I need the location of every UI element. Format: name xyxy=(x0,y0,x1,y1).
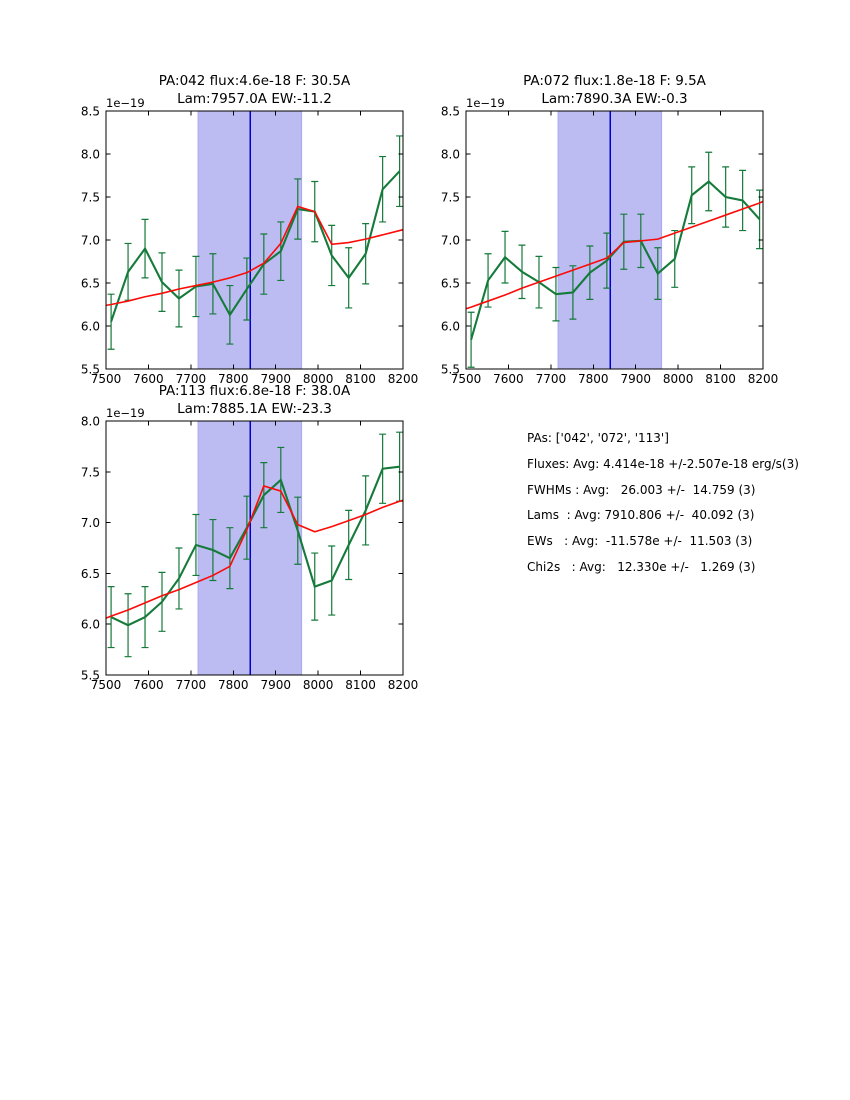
y-tick-label: 7.0 xyxy=(80,233,100,248)
x-tick-label: 7500 xyxy=(90,372,122,386)
x-tick-label: 7600 xyxy=(133,372,164,386)
y-tick-label: 5.5 xyxy=(80,362,100,377)
x-tick-label: 7500 xyxy=(450,372,482,386)
chart-title-line1: PA:113 flux:6.8e-18 F: 38.0A xyxy=(158,383,351,399)
x-tick-label: 8000 xyxy=(302,678,334,692)
y-tick-label: 7.0 xyxy=(80,516,100,531)
y-tick-label: 7.5 xyxy=(440,190,460,205)
stats-panel xyxy=(527,426,799,581)
x-tick-label: 7600 xyxy=(493,372,524,386)
x-tick-label: 7700 xyxy=(535,372,567,386)
x-tick-label: 8100 xyxy=(345,678,376,692)
axis-offset-label: 1e−19 xyxy=(106,96,145,110)
chart-pa-042 xyxy=(81,73,418,386)
chart-title-line2: Lam:7885.1A EW:-23.3 xyxy=(177,401,332,417)
x-tick-label: 8200 xyxy=(387,372,419,386)
x-tick-label: 7900 xyxy=(620,372,651,386)
chart-title-line1: PA:042 flux:4.6e-18 F: 30.5A xyxy=(158,73,351,89)
y-tick-label: 8.5 xyxy=(80,104,100,119)
stats-line-pas: PAs: ['042', '072', '113'] xyxy=(527,431,669,445)
axis-offset-label: 1e−19 xyxy=(106,406,145,420)
y-tick-label: 6.5 xyxy=(80,566,100,581)
y-tick-label: 7.0 xyxy=(440,233,460,248)
x-tick-label: 8200 xyxy=(747,372,779,386)
stats-line-fwhms: FWHMs : Avg: 26.003 +/- 14.759 (3) xyxy=(527,482,756,497)
y-tick-label: 6.0 xyxy=(80,319,100,334)
x-tick-label: 8000 xyxy=(662,372,694,386)
y-tick-label: 8.0 xyxy=(440,147,460,162)
stats-line-ews: EWs : Avg: -11.578e +/- 11.503 (3) xyxy=(527,534,753,549)
x-tick-label: 8100 xyxy=(705,372,736,386)
y-tick-label: 6.0 xyxy=(80,617,100,632)
stats-line-lams: Lams : Avg: 7910.806 +/- 40.092 (3) xyxy=(527,508,755,523)
x-tick-label: 7900 xyxy=(260,678,291,692)
x-tick-label: 8000 xyxy=(302,372,334,386)
chart-title-line2: Lam:7890.3A EW:-0.3 xyxy=(541,91,688,107)
x-tick-label: 7800 xyxy=(218,678,249,692)
y-tick-label: 6.0 xyxy=(440,319,460,334)
x-tick-label: 7500 xyxy=(90,678,122,692)
axis-offset-label: 1e−19 xyxy=(466,96,505,110)
chart-pa-113 xyxy=(81,383,418,692)
stats-line-chi2s: Chi2s : Avg: 12.330e +/- 1.269 (3) xyxy=(527,559,756,574)
y-tick-label: 7.5 xyxy=(80,190,100,205)
x-tick-label: 7900 xyxy=(260,372,291,386)
x-tick-label: 7700 xyxy=(175,678,207,692)
x-tick-label: 8200 xyxy=(387,678,419,692)
x-tick-label: 7800 xyxy=(218,372,249,386)
x-tick-label: 7600 xyxy=(133,678,164,692)
x-tick-label: 8100 xyxy=(345,372,376,386)
y-tick-label: 6.5 xyxy=(440,276,460,291)
y-tick-label: 8.0 xyxy=(80,147,100,162)
chart-title-line1: PA:072 flux:1.8e-18 F: 9.5A xyxy=(523,73,706,89)
stats-line-fluxes: Fluxes: Avg: 4.414e-18 +/-2.507e-18 erg/s(3) xyxy=(527,456,799,471)
x-tick-label: 7800 xyxy=(578,372,609,386)
y-tick-label: 7.5 xyxy=(80,465,100,480)
y-tick-label: 6.5 xyxy=(80,276,100,291)
y-tick-label: 5.5 xyxy=(80,668,100,683)
y-tick-label: 8.0 xyxy=(80,414,100,429)
chart-pa-072 xyxy=(441,73,778,386)
y-tick-label: 8.5 xyxy=(440,104,460,119)
chart-title-line2: Lam:7957.0A EW:-11.2 xyxy=(177,91,332,107)
x-tick-label: 7700 xyxy=(175,372,207,386)
y-tick-label: 5.5 xyxy=(440,362,460,377)
